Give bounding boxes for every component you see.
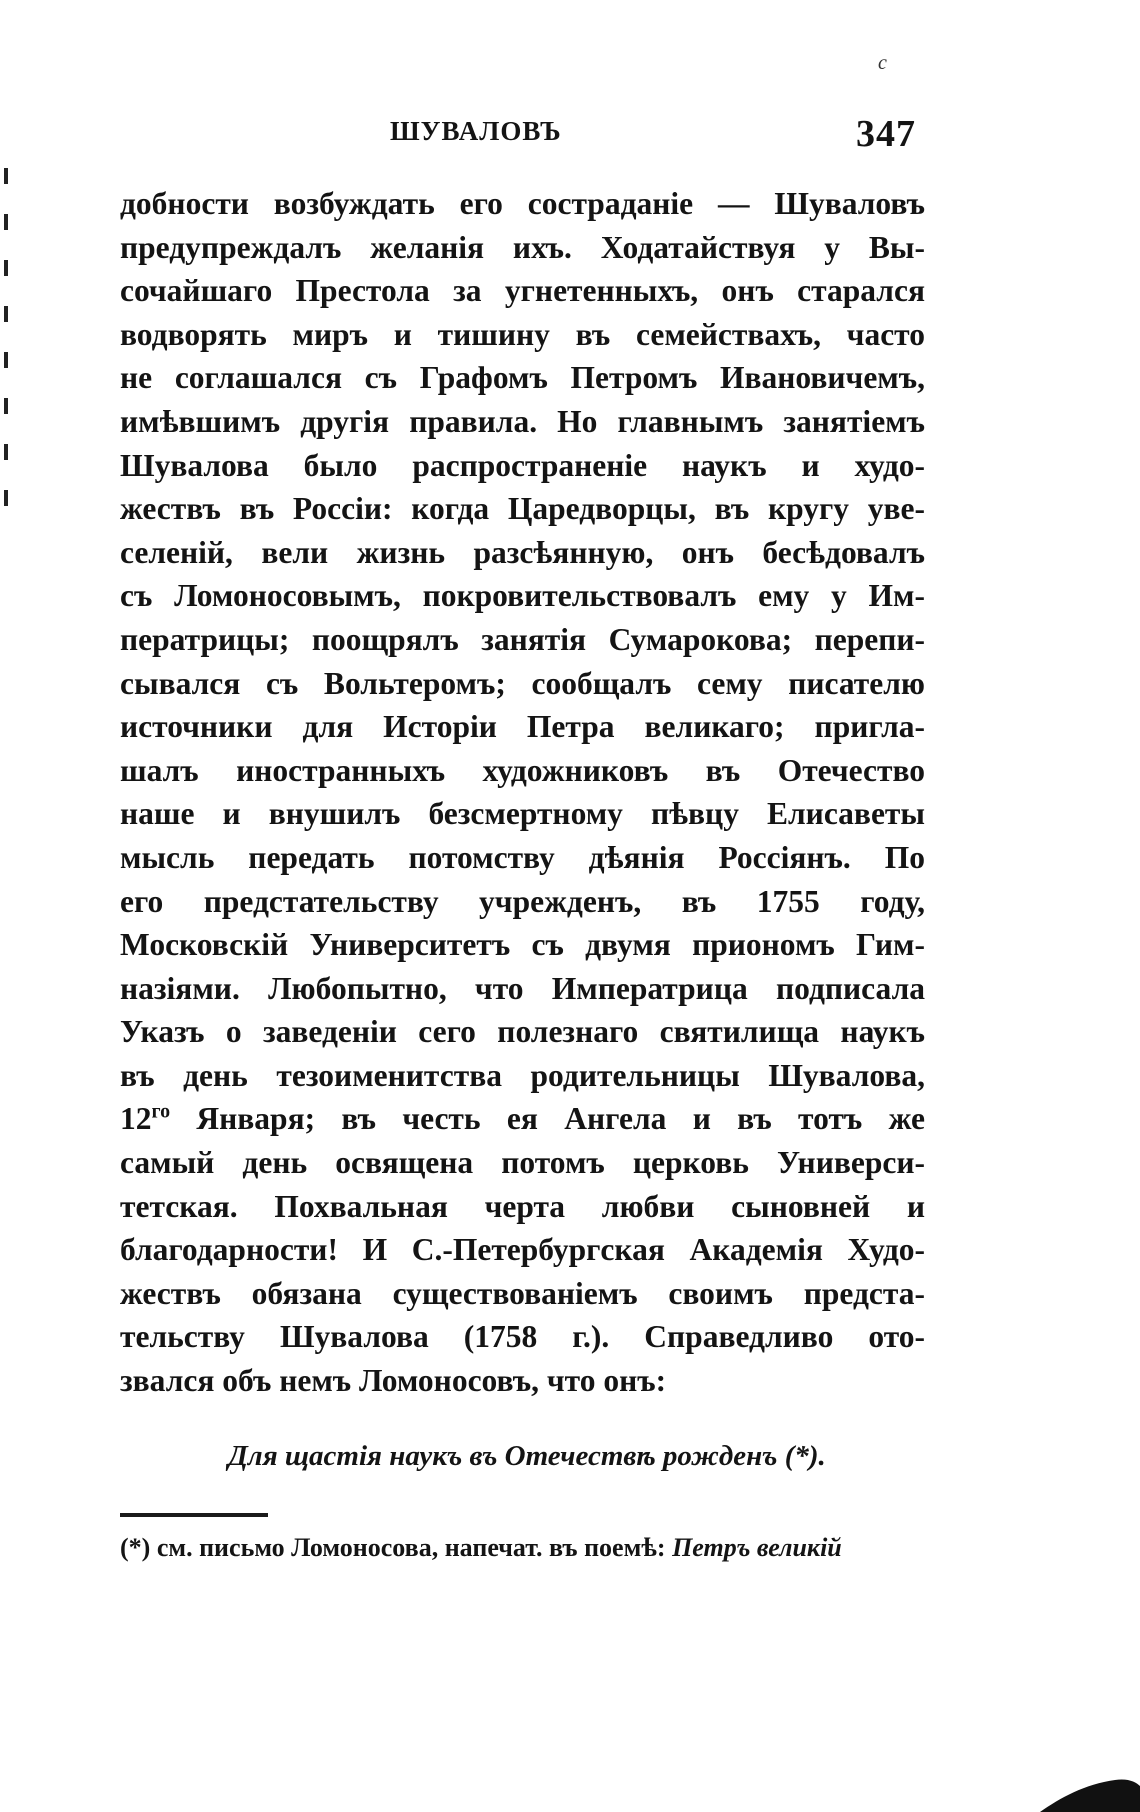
footnote-text: (*) см. письмо Ломоносова, напечат. въ поемѣ:	[120, 1533, 673, 1562]
text-line: Шувалова было распространеніе наукъ и худо-	[120, 447, 925, 483]
text-line: наше и внушилъ безсмертному пѣвцу Елисаветы	[120, 796, 925, 832]
date-line-rest: Января; въ честь ея Ангела и въ тотъ же	[170, 1101, 925, 1137]
text-line: имѣвшимъ другія правила. Но главнымъ занятіемъ	[120, 403, 925, 439]
text-line: не соглашался съ Графомъ Петромъ Ивановичемъ,	[120, 360, 925, 396]
footnote-book-title: Петръ великій	[672, 1533, 842, 1562]
verse-quote: Для щастія наукъ въ Отечествѣ рожденъ (*).	[228, 1440, 826, 1472]
margin-mark	[4, 306, 8, 322]
text-line: съ Ломоносовымъ, покровительствовалъ ему у Им-	[120, 578, 925, 614]
text-line: Московскій Университетъ съ двумя приономъ Гим-	[120, 927, 925, 963]
text-line: тетская. Похвальная черта любви сыновней и	[120, 1188, 925, 1224]
date-superscript: го	[151, 1100, 171, 1123]
corner-mark: с	[878, 52, 887, 74]
date-number: 12	[120, 1101, 152, 1137]
body-text	[120, 182, 925, 1403]
margin-mark	[4, 490, 8, 506]
text-line: тельству Шувалова (1758 г.). Справедливо ото-	[120, 1319, 925, 1355]
text-line: источники для Исторіи Петра великаго; пригла-	[120, 709, 925, 745]
text-line: самый день освящена потомъ церковь Универси-	[120, 1145, 925, 1181]
text-line: звался объ немъ Ломоносовъ, что онъ:	[120, 1363, 667, 1399]
text-line: шалъ иностранныхъ художниковъ въ Отечество	[120, 752, 925, 788]
text-line: мысль передать потомству дѣянія Россіянъ. По	[120, 839, 925, 875]
margin-mark	[4, 352, 8, 368]
text-line: благодарности! И С.-Петербургская Академія Худо-	[120, 1232, 925, 1268]
text-line: добности возбуждать его состраданіе — Шуваловъ	[120, 186, 925, 221]
text-line: назіями. Любопытно, что Императрица подписала	[120, 970, 925, 1006]
page-number: 347	[856, 113, 916, 155]
margin-mark	[4, 260, 8, 276]
left-margin-marks	[0, 168, 14, 536]
text-line-date	[120, 1097, 925, 1141]
text-line: предупреждалъ желанія ихъ. Ходатайствуя у Вы-	[120, 229, 925, 265]
text-line: въ день тезоименитства родительницы Шувалова,	[120, 1057, 925, 1093]
margin-mark	[4, 214, 8, 230]
footnote-rule	[120, 1513, 268, 1517]
margin-mark	[4, 398, 8, 414]
footnote	[120, 1533, 842, 1563]
margin-mark	[4, 168, 8, 184]
text-line: жествъ обязана существованіемъ своимъ предста-	[120, 1275, 925, 1311]
text-line: его предстательству учрежденъ, въ 1755 году,	[120, 883, 925, 919]
margin-mark	[4, 444, 8, 460]
text-line: ператрицы; поощрялъ занятія Сумарокова; перепи-	[120, 621, 925, 657]
text-line: сывался съ Вольтеромъ; сообщалъ сему писателю	[120, 665, 925, 701]
text-line: селеній, вели жизнь разсѣянную, онъ бесѣдовалъ	[120, 534, 925, 570]
text-line: водворять миръ и тишину въ семействахъ, часто	[120, 316, 925, 352]
text-line: жествъ въ Россіи: когда Царедворцы, въ кругу уве-	[120, 491, 925, 527]
text-line: сочайшаго Престола за угнетенныхъ, онъ старался	[120, 273, 925, 309]
text-line: Указъ о заведеніи сего полезнаго святилища наукъ	[120, 1014, 925, 1050]
page-curl-mark	[1040, 1778, 1140, 1812]
running-title: ШУВАЛОВЪ	[390, 116, 562, 146]
